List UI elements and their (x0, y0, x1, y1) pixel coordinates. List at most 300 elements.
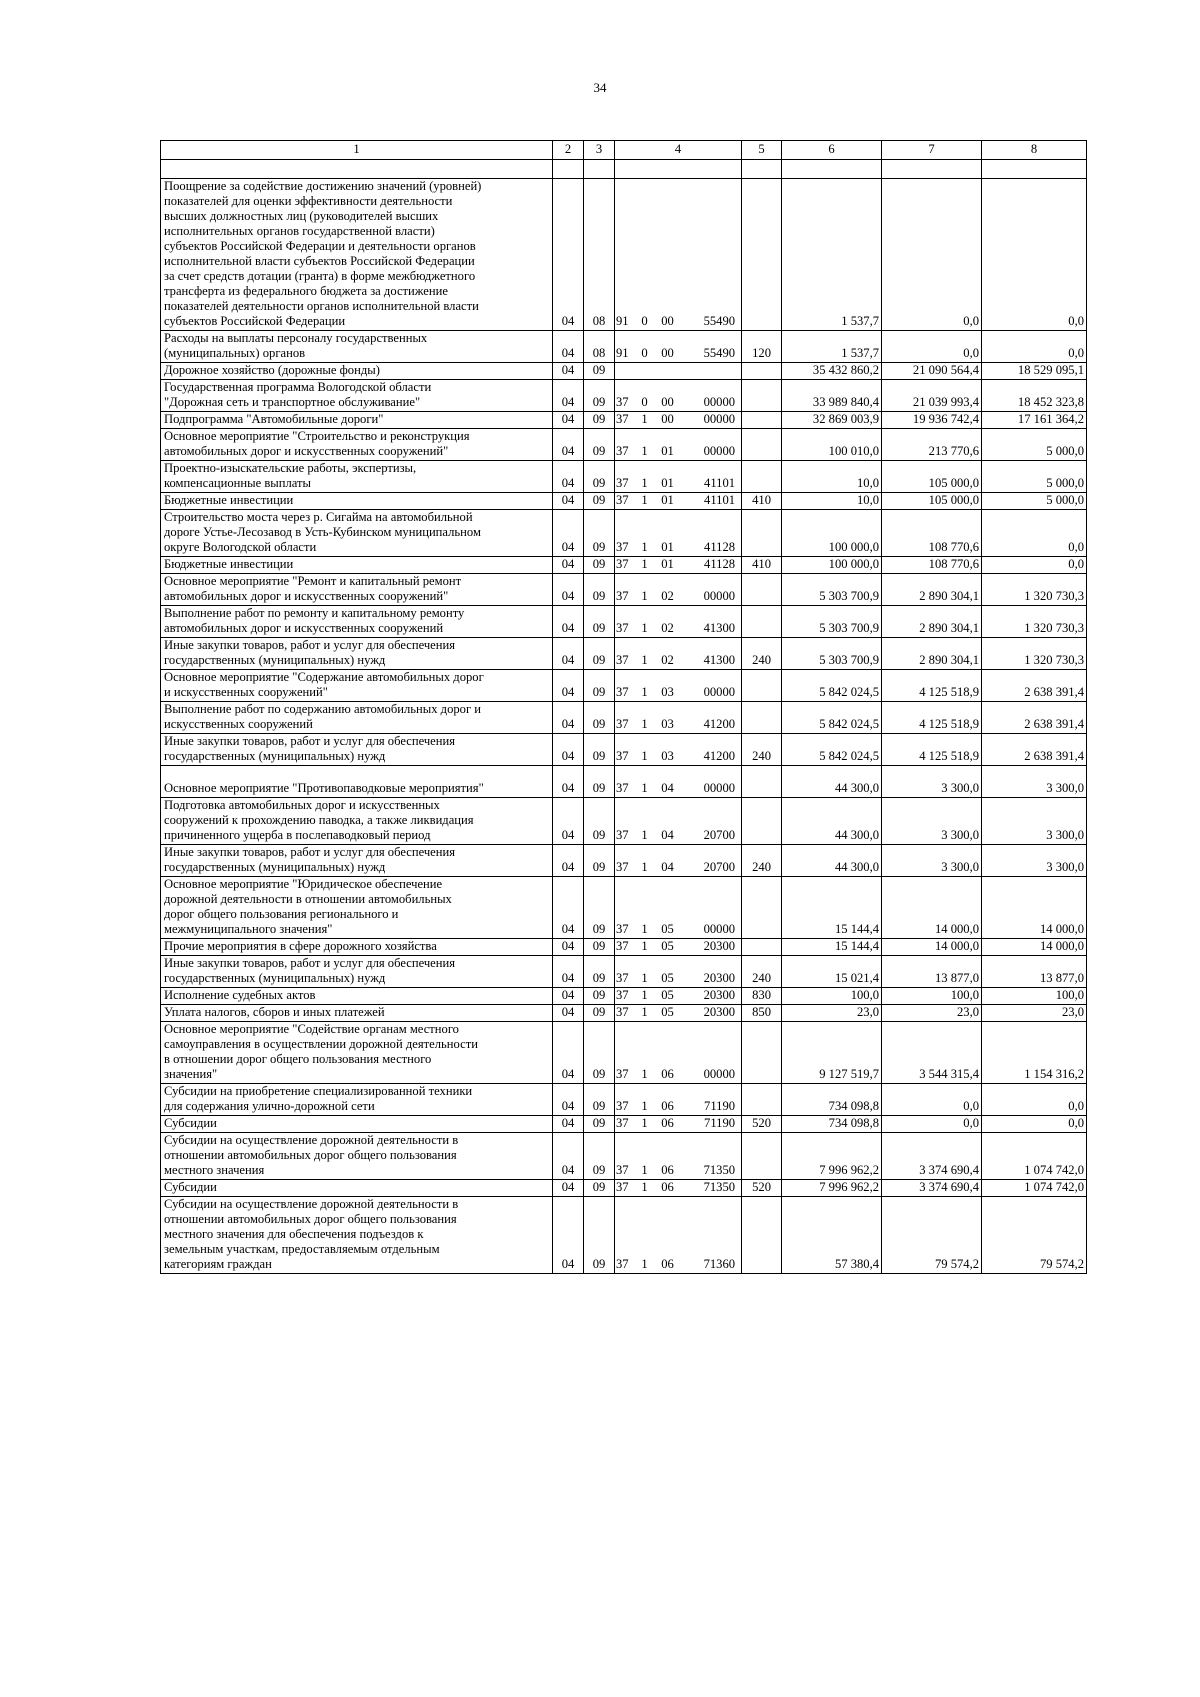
table-row (161, 702, 1087, 734)
amount-col-7: 3 544 315,4 (882, 1022, 982, 1084)
amount-col-6: 35 432 860,2 (782, 363, 882, 380)
amount-col-6: 5 842 024,5 (782, 702, 882, 734)
direction-code: 00000 (682, 766, 742, 798)
amount-col-7: 0,0 (882, 1116, 982, 1133)
event-code: 06 (654, 1197, 682, 1274)
subsection-code: 09 (584, 939, 615, 956)
direction-code (682, 363, 742, 380)
amount-col-6: 32 869 003,9 (782, 412, 882, 429)
table-row (161, 606, 1087, 638)
amount-col-7: 14 000,0 (882, 939, 982, 956)
program-code: 37 (615, 1133, 636, 1180)
expense-type-code: 410 (742, 493, 782, 510)
amount-col-8: 0,0 (982, 331, 1087, 363)
expense-type-code (742, 363, 782, 380)
program-code: 37 (615, 606, 636, 638)
table-row (161, 1022, 1087, 1084)
budget-table (160, 140, 1087, 1274)
amount-col-8: 0,0 (982, 557, 1087, 574)
direction-code: 71350 (682, 1133, 742, 1180)
amount-col-6: 10,0 (782, 493, 882, 510)
subsection-code: 09 (584, 363, 615, 380)
header-cell: 5 (742, 141, 782, 160)
table-row (161, 1180, 1087, 1197)
amount-col-8: 1 154 316,2 (982, 1022, 1087, 1084)
event-code: 05 (654, 1005, 682, 1022)
subsection-code: 09 (584, 734, 615, 766)
program-code: 37 (615, 380, 636, 412)
row-name: Иные закупки товаров, работ и услуг для обеспечения государственных (муниципальных) нужд (161, 638, 553, 670)
subprogram-code: 1 (636, 510, 654, 557)
subprogram-code: 1 (636, 606, 654, 638)
section-code: 04 (553, 766, 584, 798)
event-code: 01 (654, 429, 682, 461)
event-code: 03 (654, 670, 682, 702)
row-name: Исполнение судебных актов (161, 988, 553, 1005)
amount-col-6: 5 303 700,9 (782, 638, 882, 670)
event-code: 05 (654, 939, 682, 956)
event-code: 02 (654, 606, 682, 638)
expense-type-code (742, 1084, 782, 1116)
program-code: 91 (615, 331, 636, 363)
direction-code: 20700 (682, 845, 742, 877)
amount-col-6: 10,0 (782, 461, 882, 493)
direction-code: 00000 (682, 380, 742, 412)
table-row (161, 1197, 1087, 1274)
subprogram-code: 0 (636, 380, 654, 412)
amount-col-8: 2 638 391,4 (982, 734, 1087, 766)
expense-type-code (742, 702, 782, 734)
expense-type-code (742, 877, 782, 939)
subprogram-code: 1 (636, 574, 654, 606)
program-code: 37 (615, 1005, 636, 1022)
program-code: 37 (615, 412, 636, 429)
section-code: 04 (553, 331, 584, 363)
amount-col-6: 23,0 (782, 1005, 882, 1022)
program-code: 37 (615, 1197, 636, 1274)
program-code: 37 (615, 956, 636, 988)
subprogram-code: 1 (636, 638, 654, 670)
row-name: Основное мероприятие "Юридическое обеспечение дорожной деятельности в отношении автомобильных дорог общего пользования регионального и межмуниципального значения" (161, 877, 553, 939)
direction-code: 71360 (682, 1197, 742, 1274)
table-row (161, 670, 1087, 702)
subsection-code: 09 (584, 766, 615, 798)
subprogram-code: 1 (636, 734, 654, 766)
amount-col-7: 3 300,0 (882, 798, 982, 845)
direction-code: 00000 (682, 574, 742, 606)
event-code: 02 (654, 638, 682, 670)
row-name: Субсидии (161, 1116, 553, 1133)
amount-col-6: 15 021,4 (782, 956, 882, 988)
amount-col-7: 79 574,2 (882, 1197, 982, 1274)
event-code: 04 (654, 766, 682, 798)
subsection-code: 09 (584, 702, 615, 734)
row-name: Поощрение за содействие достижению значений (уровней) показателей для оценки эффективности деятельности высших должностных лиц (руководителей высших исполнительных органов государственной власти) субъектов Российской Федерации и деятельности органов исполнительной власти субъектов Российской Федерации за счет средств дотации (гранта) в форме межбюджетного трансферта из федерального бюджета за достижение показателей деятельности органов исполнительной власти субъектов Российской Федерации (161, 179, 553, 331)
amount-col-7: 0,0 (882, 1084, 982, 1116)
amount-col-6: 15 144,4 (782, 939, 882, 956)
event-code: 06 (654, 1084, 682, 1116)
subsection-code: 09 (584, 1180, 615, 1197)
spacer-cell (584, 160, 615, 179)
table-row (161, 429, 1087, 461)
row-name: Субсидии на осуществление дорожной деятельности в отношении автомобильных дорог общего пользования местного значения для обеспечения подъездов к земельным участкам, предоставляемым отдельным категориям граждан (161, 1197, 553, 1274)
table-row (161, 363, 1087, 380)
subsection-code: 09 (584, 1133, 615, 1180)
amount-col-6: 7 996 962,2 (782, 1133, 882, 1180)
row-name: Иные закупки товаров, работ и услуг для обеспечения государственных (муниципальных) нужд (161, 956, 553, 988)
subprogram-code: 1 (636, 988, 654, 1005)
section-code: 04 (553, 363, 584, 380)
spacer-cell (161, 160, 553, 179)
program-code: 37 (615, 766, 636, 798)
subsection-code: 09 (584, 798, 615, 845)
event-code: 05 (654, 988, 682, 1005)
header-cell: 8 (982, 141, 1087, 160)
expense-type-code (742, 461, 782, 493)
spacer-cell (553, 160, 584, 179)
amount-col-8: 100,0 (982, 988, 1087, 1005)
direction-code: 41128 (682, 510, 742, 557)
section-code: 04 (553, 734, 584, 766)
amount-col-6: 5 842 024,5 (782, 734, 882, 766)
amount-col-8: 79 574,2 (982, 1197, 1087, 1274)
subsection-code: 09 (584, 380, 615, 412)
section-code: 04 (553, 1005, 584, 1022)
row-name: Выполнение работ по содержанию автомобильных дорог и искусственных сооружений (161, 702, 553, 734)
direction-code: 41300 (682, 638, 742, 670)
program-code: 37 (615, 557, 636, 574)
expense-type-code (742, 606, 782, 638)
direction-code: 41300 (682, 606, 742, 638)
amount-col-8: 1 320 730,3 (982, 606, 1087, 638)
subsection-code: 09 (584, 638, 615, 670)
section-code: 04 (553, 939, 584, 956)
expense-type-code: 240 (742, 734, 782, 766)
amount-col-7: 105 000,0 (882, 493, 982, 510)
event-code: 04 (654, 798, 682, 845)
amount-col-6: 100 000,0 (782, 557, 882, 574)
spacer-cell (615, 160, 742, 179)
event-code: 06 (654, 1180, 682, 1197)
amount-col-6: 100,0 (782, 988, 882, 1005)
event-code: 06 (654, 1116, 682, 1133)
row-name: Основное мероприятие "Содействие органам местного самоуправления в осуществлении дорожной деятельности в отношении дорог общего пользования местного значения" (161, 1022, 553, 1084)
section-code: 04 (553, 670, 584, 702)
direction-code: 00000 (682, 1022, 742, 1084)
event-code: 03 (654, 734, 682, 766)
expense-type-code (742, 429, 782, 461)
direction-code: 41200 (682, 734, 742, 766)
program-code: 37 (615, 638, 636, 670)
amount-col-8: 5 000,0 (982, 461, 1087, 493)
amount-col-8: 2 638 391,4 (982, 702, 1087, 734)
event-code: 05 (654, 877, 682, 939)
table-row (161, 988, 1087, 1005)
table-row (161, 1116, 1087, 1133)
program-code: 37 (615, 1022, 636, 1084)
section-code: 04 (553, 1133, 584, 1180)
amount-col-8: 13 877,0 (982, 956, 1087, 988)
section-code: 04 (553, 461, 584, 493)
section-code: 04 (553, 493, 584, 510)
event-code: 01 (654, 461, 682, 493)
subsection-code: 09 (584, 574, 615, 606)
subprogram-code: 1 (636, 766, 654, 798)
table-row (161, 638, 1087, 670)
header-cell: 4 (615, 141, 742, 160)
row-name: Основное мероприятие "Содержание автомобильных дорог и искусственных сооружений" (161, 670, 553, 702)
program-code: 37 (615, 670, 636, 702)
amount-col-7: 4 125 518,9 (882, 702, 982, 734)
expense-type-code: 410 (742, 557, 782, 574)
amount-col-6: 33 989 840,4 (782, 380, 882, 412)
section-code: 04 (553, 510, 584, 557)
section-code: 04 (553, 606, 584, 638)
event-code: 00 (654, 179, 682, 331)
amount-col-8: 17 161 364,2 (982, 412, 1087, 429)
program-code: 37 (615, 702, 636, 734)
row-name: Бюджетные инвестиции (161, 493, 553, 510)
subprogram-code: 1 (636, 412, 654, 429)
header-row (161, 141, 1087, 160)
program-code: 37 (615, 510, 636, 557)
event-code: 01 (654, 510, 682, 557)
program-code: 37 (615, 877, 636, 939)
subprogram-code: 1 (636, 1022, 654, 1084)
program-code: 37 (615, 1084, 636, 1116)
subprogram-code: 1 (636, 1197, 654, 1274)
table-row (161, 1133, 1087, 1180)
row-name: Строительство моста через р. Сигайма на автомобильной дороге Устье-Лесозавод в Усть-Кубинском муниципальном округе Вологодской области (161, 510, 553, 557)
table-row (161, 380, 1087, 412)
row-name: Иные закупки товаров, работ и услуг для обеспечения государственных (муниципальных) нужд (161, 845, 553, 877)
expense-type-code (742, 1022, 782, 1084)
amount-col-6: 5 303 700,9 (782, 574, 882, 606)
row-name: Подготовка автомобильных дорог и искусственных сооружений к прохождению паводка, а также ликвидация причиненного ущерба в послепаводковый период (161, 798, 553, 845)
header-cell: 1 (161, 141, 553, 160)
row-name: Субсидии на осуществление дорожной деятельности в отношении автомобильных дорог общего пользования местного значения (161, 1133, 553, 1180)
amount-col-7: 2 890 304,1 (882, 606, 982, 638)
amount-col-7: 23,0 (882, 1005, 982, 1022)
amount-col-7: 21 039 993,4 (882, 380, 982, 412)
subprogram-code: 1 (636, 1084, 654, 1116)
amount-col-8: 0,0 (982, 510, 1087, 557)
table-row (161, 557, 1087, 574)
page-number: 34 (593, 80, 607, 95)
amount-col-8: 3 300,0 (982, 845, 1087, 877)
section-code: 04 (553, 988, 584, 1005)
subsection-code: 09 (584, 956, 615, 988)
table-row (161, 179, 1087, 331)
subsection-code: 09 (584, 1197, 615, 1274)
expense-type-code (742, 179, 782, 331)
row-name: Уплата налогов, сборов и иных платежей (161, 1005, 553, 1022)
amount-col-8: 3 300,0 (982, 798, 1087, 845)
program-code: 37 (615, 734, 636, 766)
section-code: 04 (553, 557, 584, 574)
subprogram-code: 1 (636, 670, 654, 702)
amount-col-7: 21 090 564,4 (882, 363, 982, 380)
table-body (161, 179, 1087, 1274)
subprogram-code: 0 (636, 179, 654, 331)
subprogram-code: 1 (636, 461, 654, 493)
amount-col-6: 44 300,0 (782, 766, 882, 798)
direction-code: 20300 (682, 1005, 742, 1022)
direction-code: 20300 (682, 939, 742, 956)
expense-type-code (742, 380, 782, 412)
subprogram-code: 0 (636, 331, 654, 363)
amount-col-7: 19 936 742,4 (882, 412, 982, 429)
header-cell: 2 (553, 141, 584, 160)
subsection-code: 08 (584, 179, 615, 331)
expense-type-code (742, 412, 782, 429)
amount-col-8: 1 074 742,0 (982, 1180, 1087, 1197)
amount-col-8: 5 000,0 (982, 493, 1087, 510)
event-code: 00 (654, 331, 682, 363)
subsection-code: 09 (584, 1022, 615, 1084)
direction-code: 55490 (682, 179, 742, 331)
expense-type-code: 240 (742, 845, 782, 877)
subsection-code: 09 (584, 670, 615, 702)
table-row (161, 493, 1087, 510)
direction-code: 41101 (682, 461, 742, 493)
direction-code: 41200 (682, 702, 742, 734)
amount-col-7: 4 125 518,9 (882, 734, 982, 766)
amount-col-7: 0,0 (882, 179, 982, 331)
program-code: 37 (615, 988, 636, 1005)
row-name: Проектно-изыскательские работы, экспертизы, компенсационные выплаты (161, 461, 553, 493)
amount-col-6: 100 010,0 (782, 429, 882, 461)
expense-type-code (742, 939, 782, 956)
program-code: 37 (615, 461, 636, 493)
row-name: Дорожное хозяйство (дорожные фонды) (161, 363, 553, 380)
amount-col-7: 0,0 (882, 331, 982, 363)
event-code: 04 (654, 845, 682, 877)
amount-col-6: 7 996 962,2 (782, 1180, 882, 1197)
header-spacer-row (161, 160, 1087, 179)
program-code: 37 (615, 429, 636, 461)
event-code (654, 363, 682, 380)
program-code: 37 (615, 1180, 636, 1197)
spacer-cell (982, 160, 1087, 179)
direction-code: 71350 (682, 1180, 742, 1197)
table-row (161, 331, 1087, 363)
event-code: 00 (654, 412, 682, 429)
amount-col-7: 2 890 304,1 (882, 638, 982, 670)
subsection-code: 09 (584, 845, 615, 877)
direction-code: 00000 (682, 429, 742, 461)
subsection-code: 09 (584, 877, 615, 939)
table-row (161, 766, 1087, 798)
section-code: 04 (553, 574, 584, 606)
expense-type-code (742, 574, 782, 606)
event-code: 05 (654, 956, 682, 988)
event-code: 01 (654, 493, 682, 510)
direction-code: 41101 (682, 493, 742, 510)
subsection-code: 09 (584, 1116, 615, 1133)
table-row (161, 510, 1087, 557)
direction-code: 20300 (682, 956, 742, 988)
direction-code: 00000 (682, 877, 742, 939)
row-name: Иные закупки товаров, работ и услуг для обеспечения государственных (муниципальных) нужд (161, 734, 553, 766)
table-row (161, 956, 1087, 988)
subsection-code: 09 (584, 606, 615, 638)
section-code: 04 (553, 1084, 584, 1116)
spacer-cell (882, 160, 982, 179)
subprogram-code: 1 (636, 429, 654, 461)
expense-type-code: 850 (742, 1005, 782, 1022)
subprogram-code: 1 (636, 845, 654, 877)
amount-col-6: 44 300,0 (782, 845, 882, 877)
amount-col-6: 9 127 519,7 (782, 1022, 882, 1084)
amount-col-8: 3 300,0 (982, 766, 1087, 798)
expense-type-code: 240 (742, 956, 782, 988)
spacer-cell (782, 160, 882, 179)
amount-col-7: 213 770,6 (882, 429, 982, 461)
amount-col-6: 44 300,0 (782, 798, 882, 845)
section-code: 04 (553, 412, 584, 429)
subsection-code: 09 (584, 1084, 615, 1116)
program-code: 37 (615, 574, 636, 606)
subsection-code: 09 (584, 1005, 615, 1022)
amount-col-7: 3 300,0 (882, 845, 982, 877)
amount-col-7: 108 770,6 (882, 557, 982, 574)
amount-col-8: 14 000,0 (982, 877, 1087, 939)
amount-col-7: 3 300,0 (882, 766, 982, 798)
subprogram-code: 1 (636, 557, 654, 574)
amount-col-7: 2 890 304,1 (882, 574, 982, 606)
section-code: 04 (553, 956, 584, 988)
amount-col-8: 2 638 391,4 (982, 670, 1087, 702)
amount-col-6: 734 098,8 (782, 1116, 882, 1133)
program-code: 37 (615, 845, 636, 877)
amount-col-8: 18 452 323,8 (982, 380, 1087, 412)
amount-col-6: 15 144,4 (782, 877, 882, 939)
table-row (161, 939, 1087, 956)
expense-type-code (742, 670, 782, 702)
header-cell: 3 (584, 141, 615, 160)
amount-col-6: 1 537,7 (782, 331, 882, 363)
event-code: 02 (654, 574, 682, 606)
amount-col-6: 100 000,0 (782, 510, 882, 557)
spacer-cell (742, 160, 782, 179)
section-code: 04 (553, 429, 584, 461)
amount-col-8: 18 529 095,1 (982, 363, 1087, 380)
row-name: Выполнение работ по ремонту и капитальному ремонту автомобильных дорог и искусственных сооружений (161, 606, 553, 638)
amount-col-7: 4 125 518,9 (882, 670, 982, 702)
row-name: Субсидии на приобретение специализированной техники для содержания улично-дорожной сети (161, 1084, 553, 1116)
section-code: 04 (553, 845, 584, 877)
direction-code: 00000 (682, 412, 742, 429)
amount-col-8: 0,0 (982, 1084, 1087, 1116)
section-code: 04 (553, 179, 584, 331)
amount-col-7: 100,0 (882, 988, 982, 1005)
table-row (161, 412, 1087, 429)
row-name: Бюджетные инвестиции (161, 557, 553, 574)
amount-col-7: 3 374 690,4 (882, 1133, 982, 1180)
amount-col-7: 105 000,0 (882, 461, 982, 493)
amount-col-8: 14 000,0 (982, 939, 1087, 956)
row-name: Основное мероприятие "Строительство и реконструкция автомобильных дорог и искусственных сооружений" (161, 429, 553, 461)
amount-col-8: 23,0 (982, 1005, 1087, 1022)
section-code: 04 (553, 638, 584, 670)
amount-col-7: 14 000,0 (882, 877, 982, 939)
amount-col-8: 0,0 (982, 1116, 1087, 1133)
subprogram-code: 1 (636, 798, 654, 845)
subprogram-code: 1 (636, 493, 654, 510)
program-code: 37 (615, 939, 636, 956)
direction-code: 71190 (682, 1084, 742, 1116)
